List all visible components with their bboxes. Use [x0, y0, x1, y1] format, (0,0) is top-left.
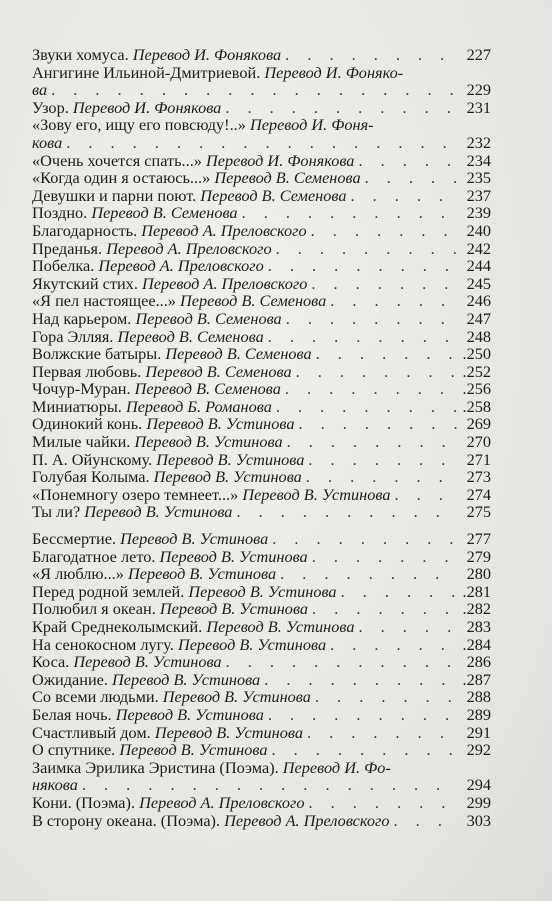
poem-title: На сенокосном лугу.	[32, 634, 174, 654]
page-number: 235	[466, 168, 491, 188]
page-number: 279	[466, 546, 491, 566]
dot-leader	[264, 706, 457, 724]
page-number: 280	[466, 564, 491, 584]
poem-title: Звуки хомуса.	[32, 45, 129, 64]
poem-title: «Когда один я остаюсь...»	[32, 168, 211, 188]
toc-entry-text	[32, 257, 264, 275]
dot-leader	[303, 724, 457, 742]
toc-entry-text	[32, 583, 337, 601]
translator-credit: Перевод В. Устинова	[188, 581, 337, 601]
toc-entry-line	[32, 486, 491, 504]
toc-entry-text	[32, 380, 281, 398]
translator-credit: Перевод В. Устинова	[242, 484, 391, 504]
translator-credit: Перевод И. Фо-	[282, 757, 391, 777]
poem-title: Белая ночь.	[32, 704, 112, 724]
translator-credit: Перевод В. Семенова	[91, 203, 238, 223]
toc-entry-line	[32, 152, 491, 170]
toc-entry-line	[32, 116, 491, 134]
toc-entry-line	[32, 134, 491, 152]
toc-entry-line	[32, 64, 491, 82]
toc-entry-line	[32, 169, 491, 187]
translator-credit: Перевод В. Устинова	[84, 502, 233, 522]
dot-leader	[308, 600, 457, 618]
toc-entry-text	[32, 503, 232, 521]
poem-title: Поздно.	[32, 203, 88, 223]
poem-title: Миниатюры.	[32, 396, 122, 416]
poem-title: «Я люблю...»	[32, 564, 124, 584]
page-number: .250	[462, 344, 491, 364]
toc-entry-text	[32, 415, 294, 433]
poem-title: Благодарность.	[32, 220, 138, 240]
poem-title: «Я пел настоящее...»	[32, 291, 176, 311]
translator-credit: Перевод И. Фонякова	[206, 150, 355, 170]
toc-entry-text	[32, 116, 374, 134]
dot-leader	[311, 688, 457, 706]
translator-credit: Перевод А. Преловского	[141, 220, 307, 240]
poem-title: Ожидание.	[32, 669, 108, 689]
toc-entry-text	[32, 99, 221, 117]
dot-leader	[232, 503, 457, 521]
poem-title: Над карьером.	[32, 308, 132, 328]
dot-leader	[268, 741, 458, 759]
toc-entry	[32, 398, 491, 416]
toc-entry-text	[32, 486, 390, 504]
dot-leader	[361, 169, 457, 187]
poem-title: Заимка Эрилика Эристина (Поэма).	[32, 757, 279, 777]
translator-credit: Перевод В. Семенова	[214, 168, 361, 188]
translator-credit: Перевод В. Устинова	[154, 722, 303, 742]
toc-entry-text	[32, 292, 326, 310]
dot-leader	[304, 451, 457, 469]
translator-credit: Перевод В. Семенова	[200, 185, 347, 205]
poem-title: Волжские батыры.	[32, 344, 162, 364]
toc-entry-text	[32, 548, 308, 566]
toc-entry	[32, 310, 491, 328]
page-number: 270	[466, 432, 491, 452]
dot-leader	[312, 345, 457, 363]
toc-entry-line	[32, 618, 491, 636]
page-number: 273	[466, 467, 491, 487]
dot-leader	[238, 204, 457, 222]
toc-entry	[32, 671, 491, 689]
toc-entry	[32, 187, 491, 205]
translator-credit: Перевод В. Устинова	[156, 449, 305, 469]
toc-entry	[32, 486, 491, 504]
page-number: .256	[462, 379, 491, 399]
page-number: 229	[466, 80, 491, 100]
translator-credit: Перевод В. Семенова	[134, 379, 281, 399]
toc-entry-line	[32, 600, 491, 618]
dot-leader	[390, 812, 457, 830]
toc-entry	[32, 169, 491, 187]
toc-entry-text	[32, 636, 326, 654]
dot-leader	[326, 636, 457, 654]
dot-leader	[292, 363, 457, 381]
toc-entry	[32, 116, 491, 151]
poem-title: Голубая Колыма.	[32, 467, 150, 487]
toc-entry	[32, 99, 491, 117]
toc-entry	[32, 380, 491, 398]
toc-entry	[32, 152, 491, 170]
poem-title: Преданья.	[32, 238, 103, 258]
toc-entry	[32, 451, 491, 469]
toc-entry-text	[32, 812, 390, 830]
page-number: 303	[466, 810, 491, 830]
toc-entry-text	[32, 724, 303, 742]
toc-entry-text	[32, 152, 354, 170]
poem-title: Со всеми людьми.	[32, 687, 159, 707]
toc-entry-text	[32, 688, 311, 706]
translator-credit: Перевод И. Фонякова	[132, 45, 282, 64]
toc-entry-line	[32, 415, 491, 433]
poem-title: «Понемногу озеро темнеет...»	[32, 484, 239, 504]
page-number: 274	[466, 484, 491, 504]
toc-entry-text	[32, 741, 268, 759]
toc-entry	[32, 46, 491, 64]
toc-entry-line	[32, 240, 491, 258]
translator-credit: Перевод В. Устинова	[162, 687, 311, 707]
toc-entry	[32, 741, 491, 759]
toc-entry-text	[32, 240, 272, 258]
dot-leader	[221, 99, 457, 117]
toc-entry-line	[32, 345, 491, 363]
translator-credit: Перевод В. Устинова	[115, 704, 264, 724]
table-of-contents	[32, 46, 491, 829]
page-number: 271	[466, 449, 491, 469]
page-number: 245	[466, 273, 491, 293]
dot-leader	[260, 671, 457, 689]
toc-entry	[32, 292, 491, 310]
translator-credit: Перевод В. Устинова	[146, 414, 295, 434]
toc-entry	[32, 688, 491, 706]
translator-credit: Перевод В. Устинова	[73, 652, 222, 672]
dot-leader	[346, 187, 457, 205]
poem-title: Гора Элляя.	[32, 326, 114, 346]
toc-entry	[32, 503, 491, 521]
toc-entry-line	[32, 257, 491, 275]
translator-credit: Перевод И. Фонякова	[72, 97, 222, 117]
toc-entry-text	[32, 618, 355, 636]
translator-credit: Перевод В. Устинова	[177, 634, 327, 654]
translator-credit: Перевод В. Устинова	[159, 546, 308, 566]
toc-entry	[32, 204, 491, 222]
toc-entry-line	[32, 653, 491, 671]
translator-credit: Перевод А. Преловского	[106, 238, 272, 258]
translator-credit: Перевод В. Семенова	[180, 291, 327, 311]
toc-entry-text	[32, 468, 302, 486]
translator-credit: Перевод А. Преловского	[139, 792, 305, 812]
poem-title: Одинокий конь.	[32, 414, 143, 434]
dot-leader	[294, 415, 457, 433]
translator-credit: Перевод Б. Романова	[125, 396, 272, 416]
toc-entry-line	[32, 759, 491, 777]
translator-credit: Перевод В. Устинова	[134, 432, 283, 452]
page-number: 291	[466, 722, 491, 742]
toc-entry-line	[32, 398, 491, 416]
toc-entry	[32, 759, 491, 794]
poem-title: Край Среднеколымский.	[32, 617, 203, 636]
translator-credit: Перевод В. Семенова	[145, 361, 292, 381]
toc-entry	[32, 794, 491, 812]
page-number: 237	[466, 185, 491, 205]
dot-leader	[302, 468, 457, 486]
page-number: 234	[466, 150, 491, 170]
dot-leader	[354, 152, 457, 170]
page-number: .282	[462, 599, 491, 619]
poem-title: Побелка.	[32, 256, 95, 276]
poem-title: Коса.	[32, 652, 70, 672]
dot-leader	[307, 222, 457, 240]
toc-entry	[32, 636, 491, 654]
translator-credit: Перевод В. Устинова	[206, 617, 355, 636]
poem-title: Благодатное лето.	[32, 546, 156, 566]
page-number: 277	[466, 529, 491, 549]
toc-entry-line	[32, 741, 491, 759]
toc-entry-line	[32, 706, 491, 724]
poem-title: Милые чайки.	[32, 432, 131, 452]
toc-entry-line	[32, 548, 491, 566]
page-number: 240	[466, 220, 491, 240]
poem-title: Ангигине Ильиной-Дмитриевой.	[32, 62, 261, 82]
toc-entry-line	[32, 292, 491, 310]
toc-entry-text	[32, 275, 307, 293]
translator-credit: Перевод В. Семенова	[135, 308, 282, 328]
toc-entry-text	[32, 187, 346, 205]
page-number: .258	[462, 396, 491, 416]
translator-credit: Перевод А. Преловского	[98, 256, 264, 276]
toc-entry-text	[32, 204, 238, 222]
toc-entry-line	[32, 99, 491, 117]
poem-title: Перед родной землей.	[32, 581, 185, 601]
toc-entry-line	[32, 688, 491, 706]
toc-entry-text	[32, 451, 304, 469]
toc-entry	[32, 345, 491, 363]
page-number: 239	[466, 203, 491, 223]
dot-leader	[78, 776, 457, 794]
toc-entry-text	[32, 169, 361, 187]
dot-leader	[308, 548, 457, 566]
toc-entry-line	[32, 776, 491, 794]
toc-entry-text	[32, 345, 312, 363]
toc-entry	[32, 415, 491, 433]
toc-entry-line	[32, 724, 491, 742]
dot-leader	[222, 653, 457, 671]
page-number: 294	[466, 775, 491, 795]
poem-title: Первая любовь.	[32, 361, 142, 381]
toc-entry	[32, 64, 491, 99]
toc-entry	[32, 618, 491, 636]
translator-credit: Перевод И. Фоня-	[249, 115, 374, 135]
toc-entry-text	[32, 310, 282, 328]
page-number: .281	[462, 581, 491, 601]
toc-entry-text	[32, 363, 292, 381]
toc-entry	[32, 653, 491, 671]
toc-entry-line	[32, 812, 491, 830]
poem-title: Бессмертие.	[32, 529, 117, 549]
toc-entry-text	[32, 565, 276, 583]
toc-entry-line	[32, 81, 491, 99]
toc-entry-text	[32, 706, 264, 724]
toc-entry-text	[32, 600, 308, 618]
toc-entry	[32, 583, 491, 601]
translator-credit: Перевод И. Фоняко-	[264, 62, 404, 82]
translator-credit: Перевод В. Устинова	[120, 529, 269, 549]
toc-entry-text	[32, 46, 281, 64]
translator-credit: Перевод В. Устинова	[127, 564, 277, 584]
toc-entry-line	[32, 380, 491, 398]
poem-title: Счастливый дом.	[32, 722, 151, 742]
toc-entry	[32, 363, 491, 381]
toc-entry	[32, 275, 491, 293]
poem-title: П. А. Ойунскому.	[32, 449, 153, 469]
toc-entry	[32, 724, 491, 742]
page-number: 244	[466, 256, 491, 276]
page-number: 283	[466, 617, 491, 636]
poem-title: Якутский стих.	[32, 273, 138, 293]
page-number: .284	[462, 634, 491, 654]
poem-title: О спутнике.	[32, 740, 116, 760]
toc-entry-line	[32, 310, 491, 328]
page-number: 269	[466, 414, 491, 434]
translator-credit: Перевод А. Преловского	[224, 810, 390, 830]
toc-entry-text	[32, 794, 305, 812]
toc-entry-line	[32, 222, 491, 240]
translator-credit: Перевод В. Семенова	[165, 344, 312, 364]
translator-credit: Перевод А. Преловского	[141, 273, 308, 293]
page-number: 246	[466, 291, 491, 311]
page-number: 289	[466, 704, 491, 724]
toc-entry	[32, 328, 491, 346]
toc-entry-line	[32, 451, 491, 469]
translator-credit-continued: някова	[32, 775, 78, 795]
translator-credit: Перевод В. Устинова	[119, 740, 268, 760]
toc-entry-line	[32, 363, 491, 381]
dot-leader	[337, 583, 457, 601]
toc-entry	[32, 240, 491, 258]
toc-entry-text	[32, 653, 222, 671]
page-number: 275	[466, 502, 491, 522]
toc-entry	[32, 565, 491, 583]
translator-credit: Перевод В. Семенова	[117, 326, 264, 346]
toc-entry-text	[32, 222, 307, 240]
dot-leader	[355, 618, 458, 636]
poem-title: В сторону океана. (Поэма).	[32, 810, 221, 830]
dot-leader	[282, 310, 457, 328]
toc-entry-text	[32, 328, 264, 346]
toc-entry-text	[32, 530, 268, 548]
page-number: 248	[466, 326, 491, 346]
dot-leader	[276, 565, 457, 583]
poem-title: Кони. (Поэма).	[32, 792, 136, 812]
toc-entry-line	[32, 187, 491, 205]
toc-entry-line	[32, 794, 491, 812]
toc-entry	[32, 468, 491, 486]
toc-entry	[32, 222, 491, 240]
poem-title: Чочур-Муран.	[32, 379, 131, 399]
toc-entry	[32, 433, 491, 451]
toc-entry-line	[32, 636, 491, 654]
toc-entry-line	[32, 468, 491, 486]
poem-title: Девушки и парни поют.	[32, 185, 197, 205]
toc-entry-line	[32, 433, 491, 451]
dot-leader	[268, 530, 457, 548]
toc-entry-text	[32, 759, 391, 777]
dot-leader	[272, 240, 457, 258]
toc-entry-text	[32, 433, 283, 451]
translator-credit-continued: ва	[32, 80, 48, 100]
toc-entry-line	[32, 530, 491, 548]
page-number: 286	[466, 652, 491, 672]
poem-title: «Зову его, ищу его повсюду!..»	[32, 115, 246, 135]
page-number: .287	[462, 669, 491, 689]
poem-title: Ты ли?	[32, 502, 81, 522]
toc-entry-text	[32, 64, 403, 82]
toc-entry-line	[32, 671, 491, 689]
page-number: .252	[462, 361, 491, 381]
toc-entry-line	[32, 583, 491, 601]
page-number: 231	[466, 97, 491, 117]
translator-credit: Перевод В. Устинова	[153, 467, 302, 487]
dot-leader	[62, 134, 457, 152]
poem-title: Полюбил я океан.	[32, 599, 156, 619]
toc-entry-text	[32, 671, 260, 689]
poem-title: «Очень хочется спать...»	[32, 150, 202, 170]
translator-credit: Перевод В. Устинова	[112, 669, 261, 689]
dot-leader	[47, 81, 457, 99]
page-number: 299	[466, 792, 491, 812]
toc-entry-line	[32, 275, 491, 293]
dot-leader	[326, 292, 457, 310]
dot-leader	[283, 433, 457, 451]
page-number: 247	[466, 308, 491, 328]
page-number: 242	[466, 238, 491, 258]
toc-entry-line	[32, 46, 491, 64]
toc-entry-line	[32, 328, 491, 346]
toc-entry-line	[32, 204, 491, 222]
page-number: 288	[466, 687, 491, 707]
translator-credit: Перевод В. Устинова	[159, 599, 309, 619]
page-number: 232	[466, 132, 491, 152]
dot-leader	[264, 257, 457, 275]
toc-entry	[32, 812, 491, 830]
dot-leader	[390, 486, 457, 504]
dot-leader	[272, 398, 457, 416]
toc-entry-line	[32, 565, 491, 583]
translator-credit-continued: кова	[32, 132, 63, 152]
toc-entry	[32, 600, 491, 618]
toc-entry	[32, 257, 491, 275]
page-number: 227	[466, 45, 491, 64]
toc-entry	[32, 706, 491, 724]
poem-title: Узор.	[32, 97, 69, 117]
page-number: 292	[466, 740, 491, 760]
toc-entry-line	[32, 503, 491, 521]
dot-leader	[264, 328, 457, 346]
toc-entry	[32, 548, 491, 566]
dot-leader	[307, 275, 457, 293]
dot-leader	[281, 380, 457, 398]
dot-leader	[305, 794, 458, 812]
toc-entry-text	[32, 398, 272, 416]
toc-entry	[32, 530, 491, 548]
dot-leader	[281, 46, 457, 64]
